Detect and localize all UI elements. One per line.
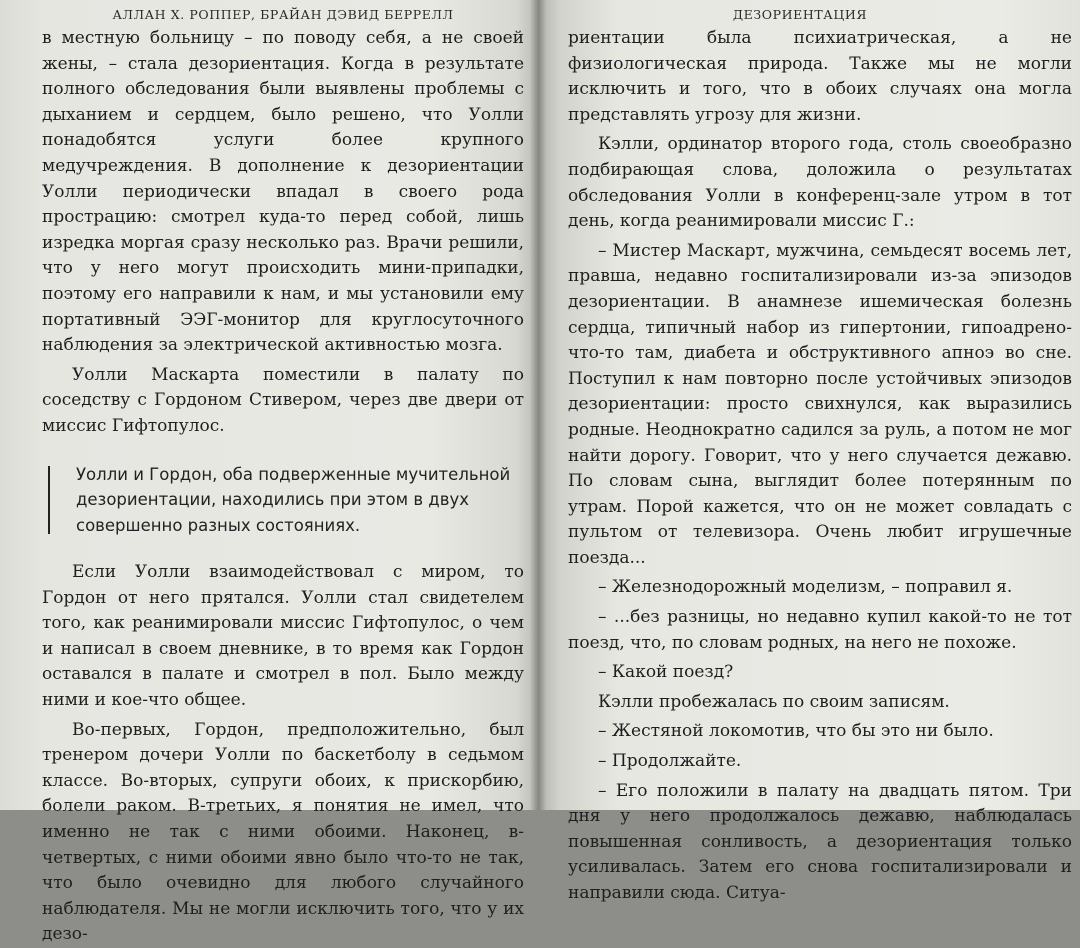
right-paragraph-4: – Железнодорожный моделизм, – поправил я. (598, 577, 1013, 598)
right-paragraph-6: – Какой поезд? (598, 662, 734, 683)
left-paragraph-1: в местную больницу – по поводу себя, а не своей жены, – стала дезориентация. Когда в результате полного обследования были выявлены проблемы с дыханием и сердцем, было решено, что Уолли понадобятся услуги более крупного медучреждения. В дополнение к дезориентации Уолли периодически впадал в своего рода прострацию: смотрел куда-то перед собой, лишь изредка моргая сразу несколько раз. Врачи решили, что у него могут происходить мини-припадки, поэтому его направили к нам, и мы установили ему портативный ЭЭГ-монитор для круглосуточного наблюдения за электрической активностью мозга. (42, 28, 524, 356)
right-paragraph-2: Кэлли, ординатор второго года, столь своеобразно подбирающая слова, доложила о результатах обследования Уолли в конференц-зале утром в тот день, когда реанимировали миссис Г.: (568, 134, 1072, 232)
pull-quote-text: Уолли и Гордон, оба подверженные мучительной дезориентации, находились при этом в двух совершенно разных состояниях. (76, 464, 511, 535)
right-paragraph-5: – ...без разницы, но недавно купил какой-то не тот поезд, что, по словам родных, на него не похоже. (568, 607, 1072, 653)
right-paragraph-9: – Продолжайте. (598, 751, 742, 772)
left-running-head: АЛЛАН Х. РОППЕР, БРАЙАН ДЭВИД БЕРРЕЛЛ (112, 7, 454, 22)
left-page (0, 0, 538, 945)
right-paragraph-10: – Его положили в палату на двадцать пятом. Три дня у него продолжалось дежавю, наблюдалась повышенная сонливость, а дезориентация только усиливалась. Затем его снова госпитализировали и направили сюда. Ситуа- (568, 780, 1072, 903)
right-page (538, 0, 1080, 903)
pull-quote (42, 462, 524, 539)
left-paragraph-4: Во-первых, Гордон, предположительно, был тренером дочери Уолли по баскетболу в седьмом классе. Во-вторых, супруги обоих, к прискорбию, болели раком. В-третьих, я понятия не имел, что именно не так с ними обоими. Наконец, в-четвертых, с ними обоими явно было что-то не так, что было очевидно для любого случайного наблюдателя. Мы не могли исключить того, что у их дезо- (42, 719, 524, 945)
right-paragraph-7: Кэлли пробежалась по своим записям. (598, 691, 950, 712)
right-running-head: ДЕЗОРИЕНТАЦИЯ (732, 7, 868, 22)
left-paragraph-2: Уолли Маскарта поместили в палату по соседству с Гордоном Стивером, через две двери от миссис Гифтопулос. (42, 364, 524, 436)
right-paragraph-8: – Жестяной локомотив, что бы это ни было. (598, 721, 994, 742)
right-paragraph-1: риентации была психиатрическая, а не физиологическая природа. Также мы не могли исключить и того, что в обоих случаях она могла представлять угрозу для жизни. (568, 28, 1072, 125)
right-paragraph-3: – Мистер Маскарт, мужчина, семьдесят восемь лет, правша, недавно госпитализировали из-за эпизодов дезориентации. В анамнезе ишемическая болезнь сердца, типичный набор из гипертонии, гипоадрено-что-то там, диабета и обструктивного апноэ во сне. Поступил к нам повторно после устойчивых эпизодов дезориентации: просто свихнулся, как выразились родные. Неоднократно садился за руль, а потом не мог найти дорогу. Говорит, что у него случается дежавю. По словам сына, выглядит более потерянным по утрам. Порой кажется, что он не может совладать с пультом от телевизора. Очень любит игрушечные поезда... (568, 240, 1072, 568)
pull-quote-bar (48, 466, 50, 535)
left-paragraph-3: Если Уолли взаимодействовал с миром, то Гордон от него прятался. Уолли стал свидетелем того, как реанимировали миссис Гифтопулос, о чем и написал в своем дневнике, в то время как Гордон оставался в палате и смотрел в пол. Было между ними и кое-что общее. (42, 562, 524, 710)
